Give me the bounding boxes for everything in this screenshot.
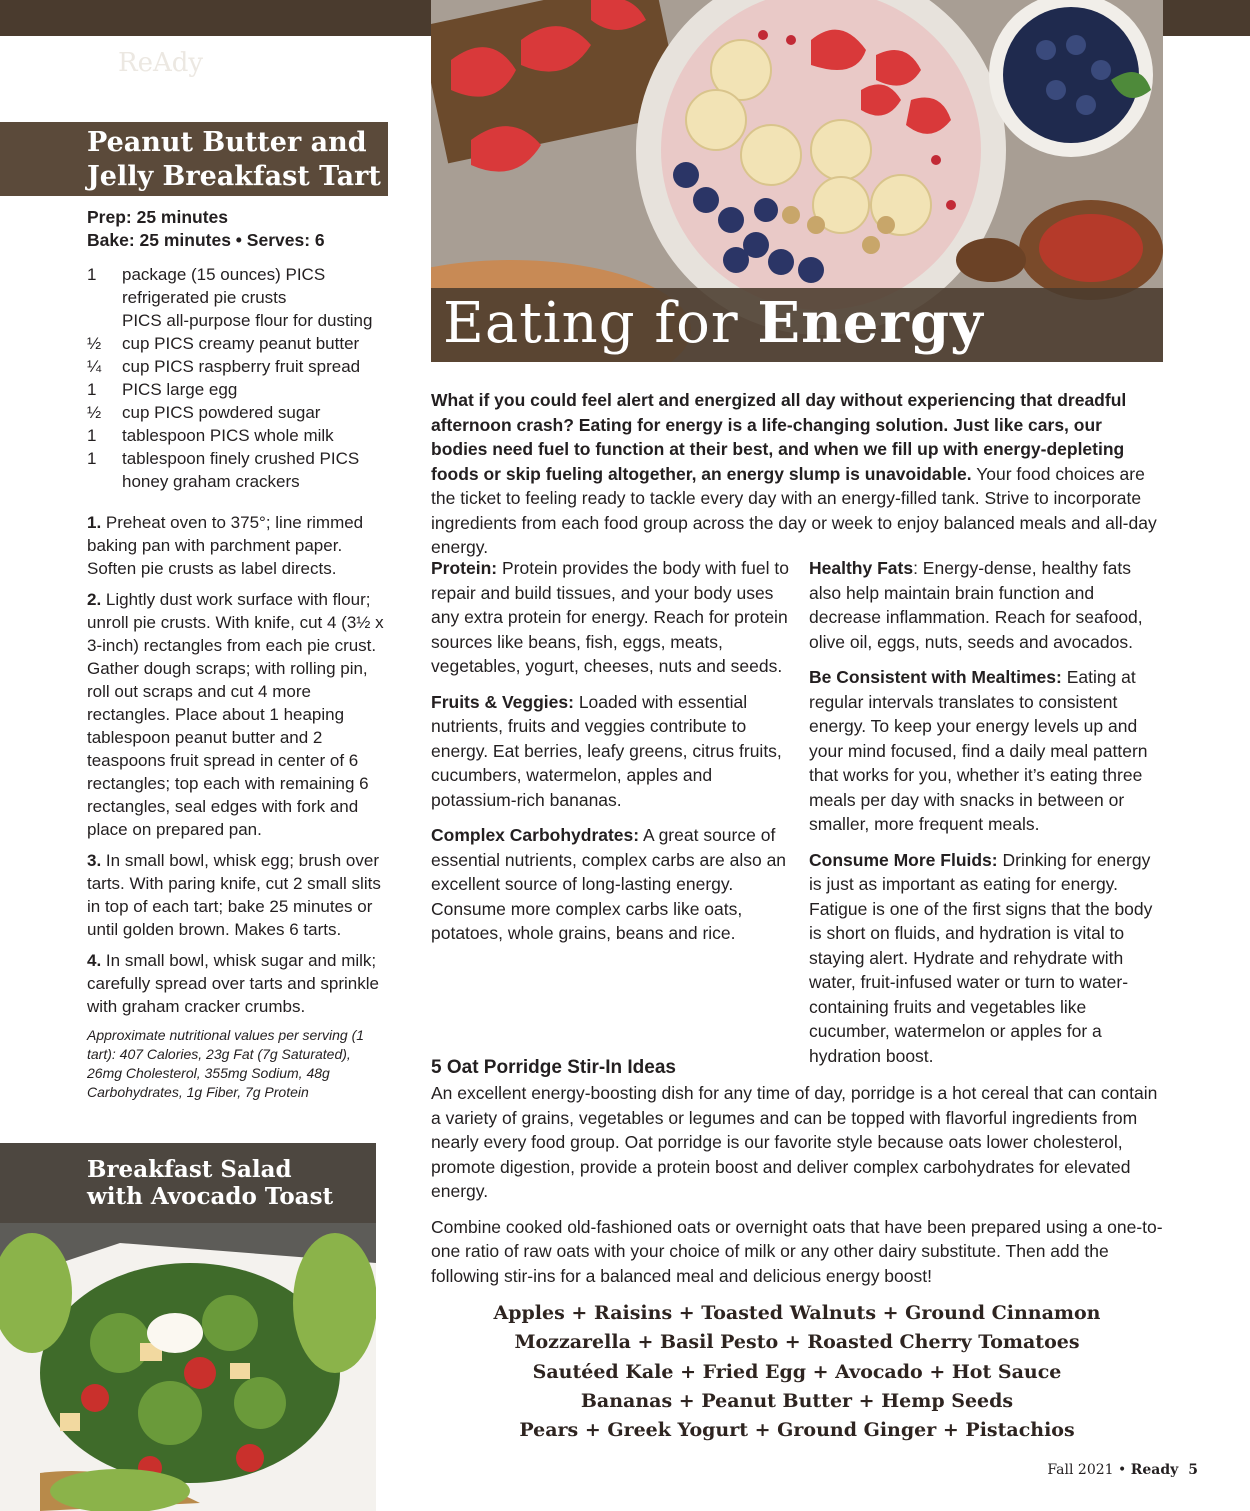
intro-text: Your food choices are the ticket to feeling ready to tackle every day with an energy-filled tank. Strive to incorporate ingredients from each food group across the day or week to enjoy balanced meals and all-day energy. — [431, 463, 1157, 557]
section-text: A great source of essential nutrients, complex carbs are also an excellent source of long-lasting energy. Consume more complex carbs like oats, potatoes, whole grains, beans and rice. — [431, 825, 787, 943]
recipe-title-line2: Jelly Breakfast Tart — [87, 161, 381, 192]
porridge-section — [431, 1055, 1163, 1445]
hero-image — [431, 0, 1163, 362]
porridge-paragraph-2: Combine cooked old-fashioned oats or overnight oats that have been prepared using a one-to-one ratio of raw oats with your choice of milk or any other dairy substitute. Then add the following stir-ins for a balanced meal and delicious energy boost! — [431, 1216, 1163, 1286]
step-number: 2. — [87, 590, 102, 609]
section-label: Consume More Fluids: — [809, 849, 998, 870]
step-number: 4. — [87, 951, 102, 970]
ingredient-qty: 1 — [87, 426, 97, 445]
mealtimes-section — [809, 665, 1163, 837]
section-text: Eating at regular intervals translates to consistent energy. To keep your energy levels up and your mind focused, find a daily meal pattern that works for you, whether it’s eating three meals per day with snacks in between or smaller, more frequent meals. — [809, 667, 1148, 834]
section-label: Fruits & Veggies: — [431, 691, 574, 712]
ingredient-qty: 1 — [87, 449, 97, 468]
hero-title-band — [431, 288, 1163, 362]
salad-photo — [0, 1223, 376, 1511]
section-label: Complex Carbohydrates: — [431, 825, 640, 845]
ingredient-item — [87, 447, 387, 493]
bake-time: Bake: 25 minutes • Serves: 6 — [87, 230, 325, 250]
fruits-veggies-section — [431, 690, 791, 813]
right-article-column — [809, 556, 1163, 1079]
ingredient-text: cup PICS creamy peanut butter — [122, 334, 360, 353]
ingredient-item — [87, 424, 387, 447]
stir-in-combo: Bananas + Peanut Butter + Hemp Seeds — [580, 1389, 1014, 1412]
ingredient-item — [87, 332, 387, 355]
section-text: : Energy-dense, healthy fats also help maintain brain function and decrease inflammation. Reach for seafood, olive oil, eggs, nuts, seeds and avocados. — [809, 558, 1143, 652]
ingredient-text: tablespoon PICS whole milk — [122, 426, 334, 445]
ingredient-text: PICS all-purpose flour for dusting — [122, 311, 373, 330]
salad-title-line2: with Avocado Toast — [87, 1183, 334, 1210]
recipe-step — [87, 588, 387, 841]
recipe-title-band — [0, 122, 388, 196]
section-label: Be Consistent with Mealtimes: — [809, 667, 1062, 687]
masthead-logo: ReAdy — [118, 48, 204, 78]
ingredient-text: package (15 ounces) PICS refrigerated pie crusts — [122, 265, 326, 307]
ingredient-item — [87, 309, 387, 332]
stir-in-combo: Mozzarella + Basil Pesto + Roasted Cherry Tomatoes — [514, 1331, 1080, 1354]
page-title-light: Eating for — [443, 291, 758, 356]
step-text: In small bowl, whisk egg; brush over tarts. With paring knife, cut 2 small slits in top of each tart; bake 25 minutes or until golden brown. Makes 6 tarts. — [87, 851, 381, 939]
recipe-step — [87, 849, 387, 941]
prep-time: Prep: 25 minutes — [87, 207, 229, 227]
nutrition-info: Approximate nutritional values per serving (1 tart): 407 Calories, 23g Fat (7g Saturated), 26mg Cholesterol, 355mg Sodium, 48g Carbohydrates, 1g Fiber, 7g Protein — [87, 1027, 365, 1100]
ingredient-item — [87, 355, 387, 378]
stir-in-combo: Pears + Greek Yogurt + Ground Ginger + Pistachios — [519, 1419, 1075, 1442]
ingredient-qty: ¼ — [87, 357, 102, 376]
healthy-fats-section — [809, 556, 1163, 654]
step-number: 3. — [87, 851, 102, 870]
section-text: Drinking for energy is just as important as eating for energy. Fatigue is one of the first signs that the body is short on fluids, and hydration is vital to staying alert. Hydrate and rehydrate with water, fruit-infused water or turn to water-containing fruits and vegetables like cucumber, watermelon or apples for a hydration boost. — [809, 849, 1153, 1066]
recipe-step — [87, 949, 387, 1018]
section-text: Protein provides the body with fuel to repair and build tissues, and your body uses any extra protein for energy. Reach for protein sources like beans, fish, eggs, meats, vegetables, yogurt, cheeses, nuts and seeds. — [431, 558, 789, 676]
ingredient-text: PICS large egg — [122, 380, 238, 399]
page-footer — [1047, 1462, 1198, 1478]
ingredient-item — [87, 378, 387, 401]
ingredient-qty: 1 — [87, 380, 97, 399]
intro-bold-text: What if you could feel alert and energized all day without experiencing that dreadful afternoon crash? Eating for energy is a life-changing solution. Just like cars, our bodies need fuel to function at their best, and when we fill up with energy-depleting foods or skip fueling altogether, an energy slump is unavoidable. — [431, 390, 1127, 484]
salad-illustration — [0, 1223, 376, 1511]
step-text: In small bowl, whisk sugar and milk; carefully spread over tarts and sprinkle with graham cracker crumbs. — [87, 951, 379, 1016]
porridge-paragraph-1: An excellent energy-boosting dish for any time of day, porridge is a hot cereal that can contain a variety of grains, vegetables or legumes and can be topped with flavorful ingredients from nearly every food group. Oat porridge is our favorite style because oats lower cholesterol, promote digestion, provide a protein boost and deliver complex carbohydrates for elevated energy. — [431, 1083, 1158, 1201]
section-label: Healthy Fats — [809, 558, 914, 578]
ingredient-qty: 1 — [87, 265, 97, 284]
ingredient-text: tablespoon finely crushed PICS honey graham crackers — [122, 449, 360, 491]
recipe-column — [87, 206, 387, 1102]
ingredient-item — [87, 263, 387, 309]
recipe-step — [87, 511, 387, 580]
ingredient-text: cup PICS raspberry fruit spread — [122, 357, 361, 376]
page-title-bold: Energy — [757, 290, 984, 356]
step-text: Lightly dust work surface with flour; unroll pie crusts. With knife, cut 4 (3½ x 3-inch) rectangles from each pie crust. Gather dough scraps; with rolling pin, roll out scraps and cut 4 more rectangles. Place about 1 heaping tablespoon peanut butter and 2 teaspoons fruit spread in center of 6 rectangles; top each with remaining 6 rectangles, seal edges with fork and place on prepared pan. — [87, 590, 384, 839]
ingredient-text: cup PICS powdered sugar — [122, 403, 321, 422]
ingredient-list — [87, 263, 387, 493]
page-title — [443, 290, 984, 356]
intro-paragraph — [431, 388, 1163, 560]
stir-in-combo: Sautéed Kale + Fried Egg + Avocado + Hot Sauce — [532, 1360, 1062, 1383]
footer-season: Fall 2021 • — [1047, 1462, 1131, 1478]
salad-title-band — [0, 1143, 376, 1223]
section-label: Protein: — [431, 558, 498, 578]
ingredient-qty: ½ — [87, 403, 102, 422]
porridge-heading: 5 Oat Porridge Stir-In Ideas — [431, 1057, 676, 1078]
article-intro — [431, 388, 1163, 560]
salad-title-line1: Breakfast Salad — [87, 1156, 292, 1183]
stir-in-combo: Apples + Raisins + Toasted Walnuts + Ground Cinnamon — [493, 1302, 1101, 1324]
ingredient-item — [87, 401, 387, 424]
step-list — [87, 511, 387, 1018]
left-article-column — [431, 556, 791, 957]
recipe-title-line1: Peanut Butter and — [87, 127, 367, 158]
page-number: 5 — [1188, 1462, 1198, 1478]
section-text: Loaded with essential nutrients, fruits and veggies contribute to energy. Eat berries, leafy greens, citrus fruits, cucumbers, watermelon, apples and potassium-rich bananas. — [431, 691, 782, 810]
complex-carbs-section — [431, 823, 791, 946]
step-number: 1. — [87, 513, 102, 532]
footer-brand: Ready — [1130, 1462, 1179, 1478]
fluids-section — [809, 848, 1163, 1069]
step-text: Preheat oven to 375°; line rimmed baking pan with parchment paper. Soften pie crusts as label directs. — [87, 513, 364, 578]
ingredient-qty: ½ — [87, 334, 102, 353]
protein-section — [431, 556, 791, 679]
stir-in-list — [431, 1299, 1163, 1445]
